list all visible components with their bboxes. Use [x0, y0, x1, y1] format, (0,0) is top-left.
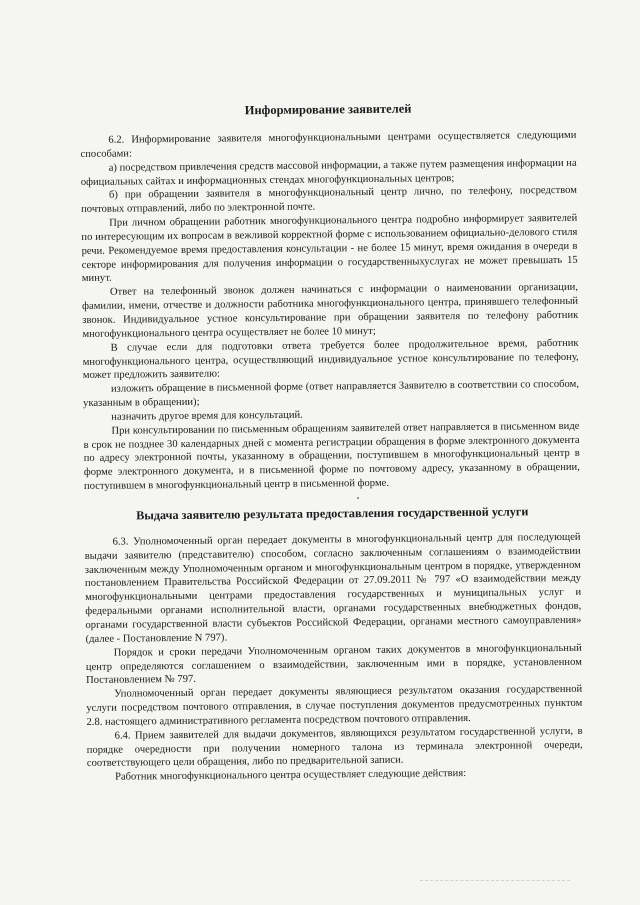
- section-title-result-delivery: Выдача заявителю результата предоставления государственной услуги: [136, 504, 529, 523]
- scan-speck: [357, 497, 359, 499]
- scan-artifact-line: [420, 880, 570, 881]
- paragraph: 6.2. Информирование заявителя многофункциональными центрами осуществляется следующими способами:: [80, 129, 577, 160]
- paragraph: Уполномоченный орган передает документы являющиеся результатом оказания государственной услуги посредством почтового отправления, в случае поступления документов предусмотренных пунктом 2.8. настоящего административного регламента посредством почтового отправления.: [86, 683, 583, 728]
- paragraph: изложить обращение в письменной форме (ответ направляется Заявителю в соответствии со способом, указанным в обращении);: [83, 378, 580, 410]
- section-title-informing: Информирование заявителей: [244, 101, 412, 118]
- document-body: [80, 99, 583, 785]
- paragraph: а) посредством привлечения средств массовой информации, а также путем размещения информации на официальных сайтах и информационных стендах многофункциональных центров;: [80, 157, 577, 188]
- paragraph: 6.4. Прием заявителей для выдачи документов, являющихся результатом государственной услуги, в порядке очередности при получении номерного талона из терминала электронной очереди, соответствующего цели обращения, либо по предварительной записи.: [86, 725, 583, 770]
- paragraph: При личном обращении работник многофункционального центра подробно информирует заявителей по интересующим их вопросам в вежливой корректной форме с использованием официально-делового стиля речи. Рекомендуемое время предоставления консультации - не более 15 минут, время ожидания в очереди в секторе информирования для получения информации о государственныхуслугах не может превышать 15 минут.: [81, 212, 578, 285]
- paragraph: При консультировании по письменным обращениям заявителей ответ направляется в письменном виде в срок не позднее 30 календарных дней с момента регистрации обращения в форме электронного документа по адресу электронной почты, указанному в обращении, поступившем в многофункциональный центр в форме электронного документа, и в письменной форме по почтовому адресу, указанному в обращении, поступившем в многофункциональный центр в письменной форме.: [83, 420, 580, 493]
- paragraph: назначить другое время для консультаций.: [111, 409, 303, 423]
- paragraph: Порядок и сроки передачи Уполномоченным органом таких документов в многофункциональный центр определяются соглашением о взаимодействии, заключенным ими в порядке, установленном Постановлением № 797.: [85, 642, 582, 687]
- paragraph: В случае если для подготовки ответа требуется более продолжительное время, работник многофункционального центра, осуществляющий индивидуальное устное консультирование по телефону, может предложить заявителю:: [82, 337, 579, 382]
- paragraph: Ответ на телефонный звонок должен начинаться с информации о наименовании организации, фамилии, имени, отчестве и должности работника многофункционального центра, принявшего телефонный звонок. Индивидуальное устное консультирование при обращении заявителя по телефону работник многофункционального центра осуществляет не более 10 минут;: [82, 282, 579, 340]
- paragraph: Работник многофункционального центра осуществляет следующие действия:: [114, 768, 467, 783]
- paragraph: 6.3. Уполномоченный орган передает документы в многофункциональный центр для последующей выдачи заявителю (представителю) способом, согласно заключенным соглашениям о взаимодействии заключенным между Уполномоченным органом и многофункциональным центром в порядке, утвержденном постановлением Правительства Российской Федерации от 27.09.2011 № 797 «О взаимодействии между многофункциональными центрами предоставления государственных и муниципальных услуг и федеральными органами исполнительной власти, органами государственных внебюджетных фондов, органами государственной власти субъектов Российской Федерации, органами местного самоуправления» (далее - Постановление N 797).: [84, 531, 582, 645]
- paragraph: б) при обращении заявителя в многофункциональный центр лично, по телефону, посредством почтовых отправлений, либо по электронной почте.: [81, 185, 577, 216]
